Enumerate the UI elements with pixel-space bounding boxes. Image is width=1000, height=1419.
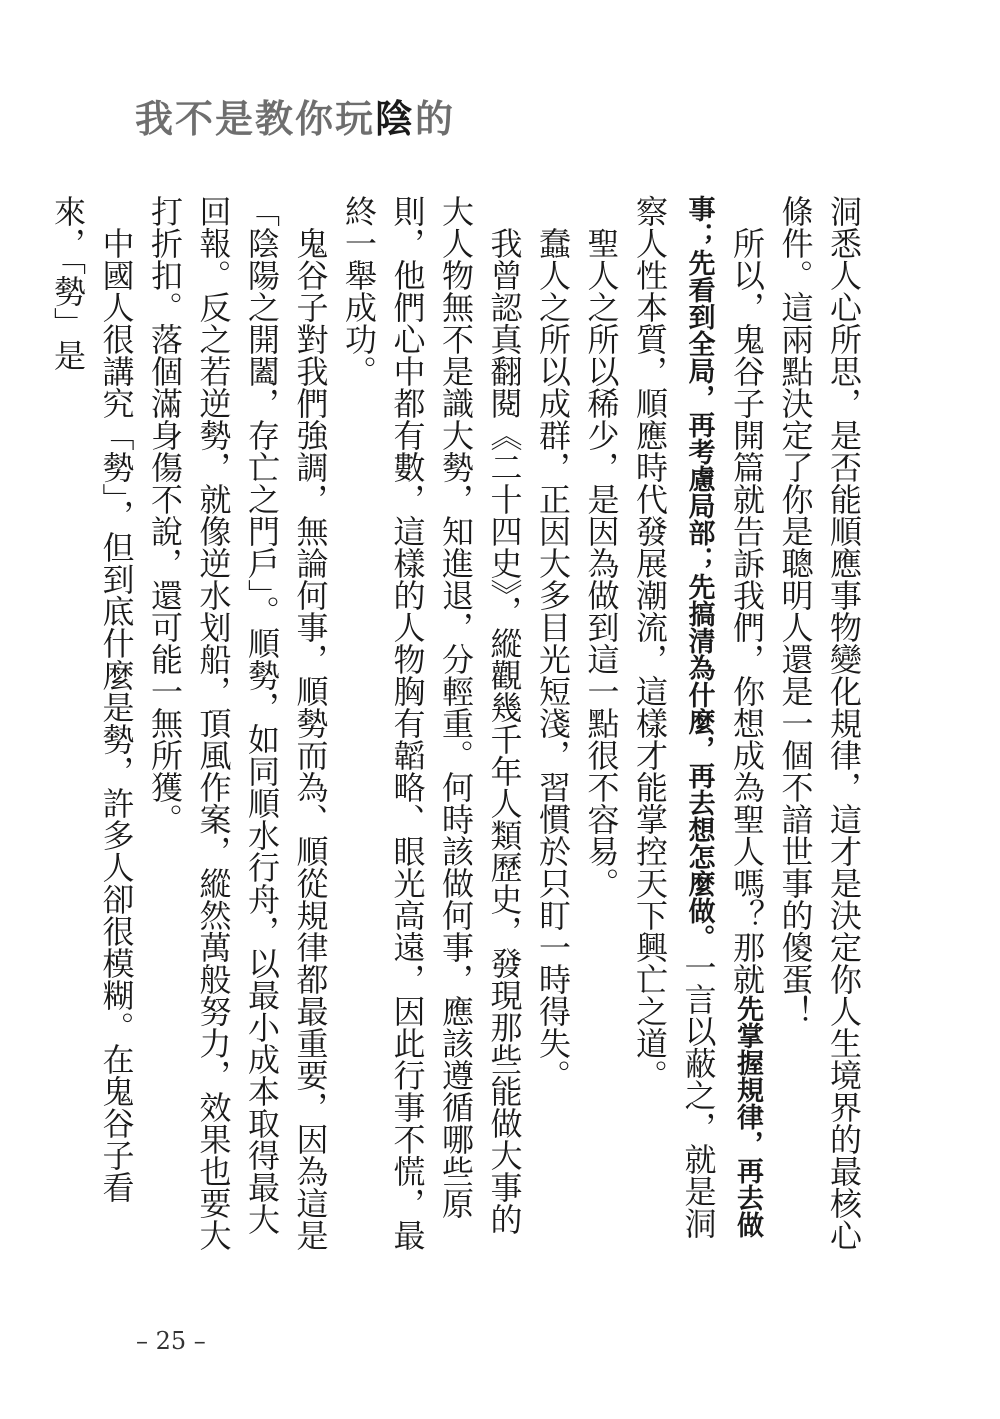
paragraph-3: 聖人之所以稀少，是因為做到這一點很不容易。 <box>582 227 621 899</box>
paragraph-2-tail: 一言以蔽之，就是洞察人性本質，順應時代發展潮流，這樣才能掌控天下興亡之道。 <box>631 195 718 1239</box>
paragraph-7: 中國人很講究「勢」，但到底什麼是勢，許多人卻很模糊。在鬼谷子看來，「勢」是 <box>49 195 136 1203</box>
paragraph-2-emphasis: 先掌握規律，再去做事；先看到全局，再考慮局部；先搞清為什麼，再去想怎麼做。 <box>683 195 763 1238</box>
paragraph-5: 我曾認真翻閱《二十四史》，縱觀幾千年人類歷史，發現那些能做大事的大人物無不是識大勢，知進退，分輕重。何時該做何事，應該遵循哪些原則，他們心中都有數，這樣的人物胸有韜略、眼光高遠，因此行事不慌，最終一舉成功。 <box>340 195 524 1251</box>
paragraph-6: 鬼谷子對我們強調，無論何事，順勢而為、順從規律都最重要，因為這是「陰陽之開闔，存亡之門戶」。順勢，如同順水行舟，以最小成本取得最大回報。反之若逆勢，就像逆水划船，頂風作案，縱然萬般努力，效果也要大打折扣。落個滿身傷不說，還可能一無所獲。 <box>146 195 330 1251</box>
paragraph-2-lead: 所以，鬼谷子開篇就告訴我們，你想成為聖人嗎？那就 <box>728 227 766 995</box>
paragraph-4: 蠢人之所以成群，正因大多目光短淺，習慣於只盯一時得失。 <box>534 227 572 1091</box>
title-suffix: 的 <box>415 96 456 141</box>
paragraph-2 <box>626 195 772 1255</box>
vertical-text-body <box>44 195 869 1255</box>
page-number: – 25 – <box>136 1327 206 1355</box>
paragraph-1: 洞悉人心所思，是否能順應事物變化規律，這才是決定你人生境界的最核心條件。這兩點決定了你是聰明人還是一個不諳世事的傻蛋！ <box>776 195 863 1251</box>
title-accent: 陰 <box>375 96 416 141</box>
running-header-title <box>135 88 455 143</box>
title-prefix: 我不是教你玩 <box>135 96 376 141</box>
